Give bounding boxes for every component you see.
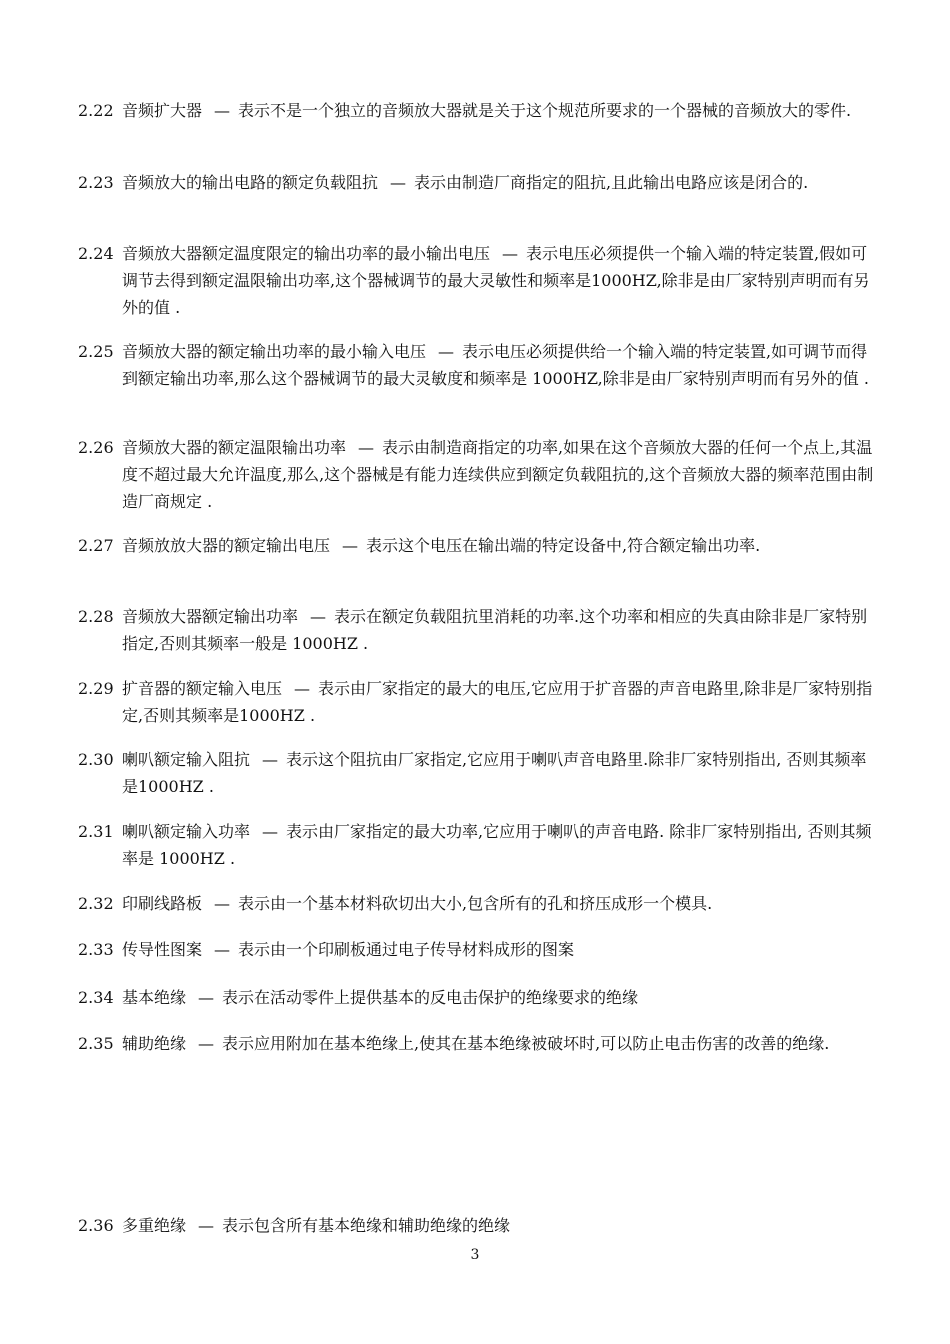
term: 音频放放大器的额定输出电压 — [122, 536, 331, 555]
clause-number: 2.30 — [78, 750, 114, 769]
clause-number: 2.33 — [78, 940, 114, 959]
clause-number: 2.32 — [78, 894, 114, 913]
clause-number: 2.36 — [78, 1216, 114, 1235]
definition-text: 表示由厂家指定的最大功率,它应用于喇叭的声音电路. 除非厂家特别指出, 否则其频率是 1000HZ . — [122, 822, 872, 868]
definition-text: 表示在活动零件上提供基本的反电击保护的绝缘要求的绝缘 — [222, 988, 639, 1007]
definition-text: 表示由制造商指定的功率,如果在这个音频放大器的任何一个点上,其温度不超过最大允许温度,那么,这个器械是有能力连续供应到额定负载阻抗的,这个音频放大器的频率范围由制造厂商规定 . — [122, 438, 874, 511]
em-dash: — — [502, 244, 519, 263]
clause-number: 2.27 — [78, 536, 114, 555]
definition-text: 表示这个电压在输出端的特定设备中,符合额定输出功率. — [366, 536, 761, 555]
clause-number: 2.28 — [78, 607, 114, 626]
em-dash: — — [198, 1034, 215, 1053]
definition-text: 表示包含所有基本绝缘和辅助绝缘的绝缘 — [222, 1216, 511, 1235]
definition-entry — [78, 675, 878, 729]
definition-entry — [78, 746, 878, 800]
em-dash: — — [262, 750, 279, 769]
term: 音频放大器的额定输出功率的最小输入电压 — [122, 342, 427, 361]
definition-text: 表示这个阻抗由厂家指定,它应用于喇叭声音电路里.除非厂家特别指出, 否则其频率是1000HZ . — [122, 750, 867, 796]
term: 喇叭额定输入功率 — [122, 822, 251, 841]
clause-number: 2.31 — [78, 822, 114, 841]
clause-number: 2.25 — [78, 342, 114, 361]
definition-entry — [78, 984, 878, 1011]
term: 喇叭额定输入阻抗 — [122, 750, 251, 769]
definition-entry — [78, 890, 878, 917]
definition-entry — [78, 603, 878, 657]
term: 音频放大器额定温度限定的输出功率的最小输出电压 — [122, 244, 491, 263]
definition-entry — [78, 240, 878, 321]
definition-entry — [78, 818, 878, 872]
clause-number: 2.34 — [78, 988, 114, 1007]
term: 辅助绝缘 — [122, 1034, 187, 1053]
definition-text: 表示由一个基本材料砍切出大小,包含所有的孔和挤压成形一个模具. — [238, 894, 713, 913]
term: 扩音器的额定输入电压 — [122, 679, 283, 698]
definition-text: 表示在额定负载阻抗里消耗的功率.这个功率和相应的失真由除非是厂家特别指定,否则其频率一般是 1000HZ . — [122, 607, 868, 653]
em-dash: — — [438, 342, 455, 361]
definition-text: 表示不是一个独立的音频放大器就是关于这个规范所要求的一个器械的音频放大的零件. — [238, 101, 852, 120]
term: 音频放大器额定输出功率 — [122, 607, 299, 626]
definition-entry — [78, 97, 878, 124]
clause-number: 2.23 — [78, 173, 114, 192]
em-dash: — — [198, 988, 215, 1007]
term: 基本绝缘 — [122, 988, 187, 1007]
term: 多重绝缘 — [122, 1216, 187, 1235]
definition-entry — [78, 169, 878, 196]
em-dash: — — [214, 940, 231, 959]
em-dash: — — [310, 607, 327, 626]
definition-text: 表示电压必须提供一个输入端的特定装置,假如可调节去得到额定温限输出功率,这个器械调节的最大灵敏性和频率是1000HZ,除非是由厂家特别声明而有另外的值 . — [122, 244, 870, 317]
definition-text: 表示由一个印刷板通过电子传导材料成形的图案 — [238, 940, 575, 959]
term: 音频放大器的额定温限输出功率 — [122, 438, 347, 457]
term: 音频放大的输出电路的额定负载阻抗 — [122, 173, 379, 192]
definition-entry — [78, 338, 878, 392]
definition-entry — [78, 1030, 878, 1057]
clause-number: 2.35 — [78, 1034, 114, 1053]
em-dash: — — [358, 438, 375, 457]
em-dash: — — [198, 1216, 215, 1235]
definition-entry — [78, 434, 878, 515]
term: 印刷线路板 — [122, 894, 203, 913]
clause-number: 2.24 — [78, 244, 114, 263]
page-number: 3 — [470, 1247, 480, 1263]
em-dash: — — [214, 101, 231, 120]
em-dash: — — [262, 822, 279, 841]
definition-text: 表示电压必须提供给一个输入端的特定装置,如可调节而得到额定输出功率,那么这个器械调节的最大灵敏度和频率是 1000HZ,除非是由厂家特别声明而有另外的值 . — [122, 342, 869, 388]
clause-number: 2.26 — [78, 438, 114, 457]
em-dash: — — [214, 894, 231, 913]
em-dash: — — [390, 173, 407, 192]
term: 传导性图案 — [122, 940, 203, 959]
definition-text: 表示由制造厂商指定的阻抗,且此输出电路应该是闭合的. — [414, 173, 809, 192]
term: 音频扩大器 — [122, 101, 203, 120]
clause-number: 2.22 — [78, 101, 114, 120]
definition-text: 表示应用附加在基本绝缘上,使其在基本绝缘被破坏时,可以防止电击伤害的改善的绝缘. — [222, 1034, 830, 1053]
definition-text: 表示由厂家指定的最大的电压,它应用于扩音器的声音电路里,除非是厂家特别指定,否则其频率是1000HZ . — [122, 679, 873, 725]
definition-entry — [78, 1212, 878, 1239]
em-dash: — — [342, 536, 359, 555]
definition-entry — [78, 532, 878, 559]
clause-number: 2.29 — [78, 679, 114, 698]
em-dash: — — [294, 679, 311, 698]
definition-entry — [78, 936, 878, 963]
